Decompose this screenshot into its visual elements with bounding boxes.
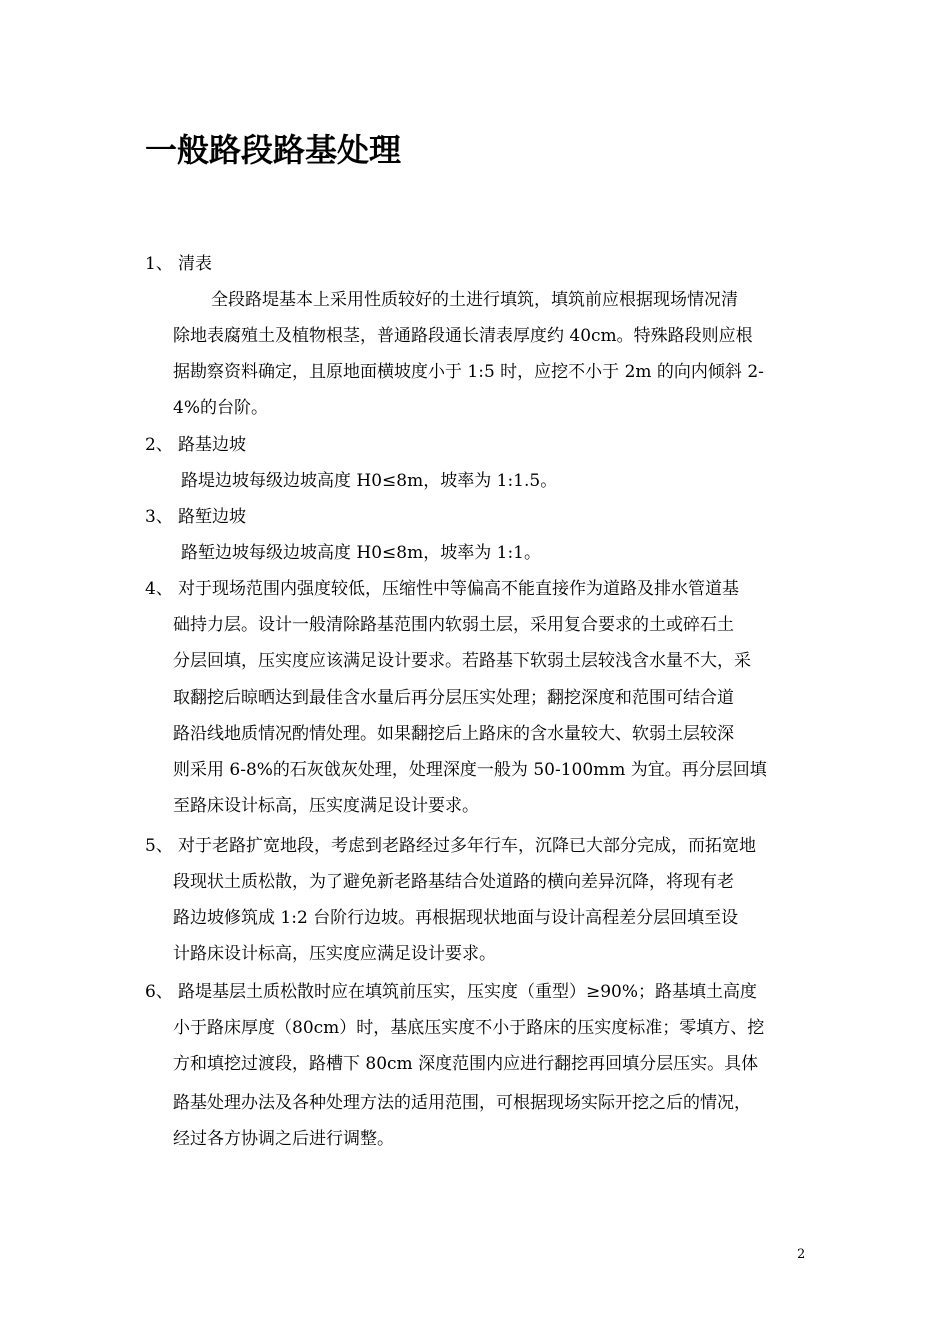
- section-heading: 清表: [178, 254, 212, 274]
- paragraph-line: 除地表腐殖土及植物根茎，普通路段通长清表厚度约 40cm。特殊路段则应根: [173, 326, 753, 346]
- section-number: 2、: [145, 435, 173, 455]
- section-number: 1、: [145, 254, 173, 274]
- section-number: 5、: [145, 836, 173, 856]
- paragraph-line: 取翻挖后晾晒达到最佳含水量后再分层压实处理；翻挖深度和范围可结合道: [173, 688, 734, 708]
- section-heading: 对于老路扩宽地段，考虑到老路经过多年行车，沉降已大部分完成，而拓宽地: [178, 836, 756, 856]
- section-number: 6、: [145, 982, 173, 1002]
- paragraph-line: 分层回填，压实度应该满足设计要求。若路基下软弱土层较浅含水量不大，采: [173, 651, 751, 671]
- paragraph-line: 全段路堤基本上采用性质较好的土进行填筑，填筑前应根据现场情况清: [211, 290, 738, 310]
- paragraph-line: 计路床设计标高，压实度应满足设计要求。: [173, 944, 496, 964]
- paragraph-line: 小于路床厚度（80cm）时，基底压实度不小于路床的压实度标准；零填方、挖: [173, 1018, 765, 1038]
- paragraph-line: 础持力层。设计一般清除路基范围内软弱土层，采用复合要求的土或碎石土: [173, 615, 734, 635]
- paragraph-line: 路基处理办法及各种处理方法的适用范围，可根据现场实际开挖之后的情况，: [173, 1093, 751, 1113]
- paragraph-line: 段现状土质松散，为了避免新老路基结合处道路的横向差异沉降，将现有老: [173, 872, 734, 892]
- paragraph-line: 路堑边坡每级边坡高度 H0≤8m，坡率为 1:1。: [181, 543, 541, 563]
- paragraph-line: 据勘察资料确定，且原地面横坡度小于 1:5 时，应挖不小于 2m 的向内倾斜 2-: [173, 362, 764, 382]
- paragraph-line: 方和填挖过渡段，路槽下 80cm 深度范围内应进行翻挖再回填分层压实。具体: [173, 1054, 759, 1074]
- section-heading: 路堑边坡: [178, 507, 246, 527]
- page-title: 一般路段路基处理: [145, 131, 402, 169]
- section-heading: 路堤基层土质松散时应在填筑前压实，压实度（重型）≥90%；路基填土高度: [178, 982, 758, 1002]
- paragraph-line: 经过各方协调之后进行调整。: [173, 1129, 394, 1149]
- paragraph-line: 4%的台阶。: [173, 398, 268, 418]
- paragraph-line: 则采用 6-8%的石灰戗灰处理，处理深度一般为 50-100mm 为宜。再分层回填: [173, 760, 767, 780]
- paragraph-line: 路堤边坡每级边坡高度 H0≤8m，坡率为 1:1.5。: [181, 471, 558, 491]
- section-heading: 对于现场范围内强度较低，压缩性中等偏高不能直接作为道路及排水管道基: [178, 579, 739, 599]
- section-number: 3、: [145, 507, 173, 527]
- paragraph-line: 至路床设计标高，压实度满足设计要求。: [173, 796, 479, 816]
- section-heading: 路基边坡: [178, 435, 246, 455]
- page-number: 2: [797, 1247, 806, 1262]
- paragraph-line: 路边坡修筑成 1:2 台阶行边坡。再根据现状地面与设计高程差分层回填至设: [173, 908, 739, 928]
- section-number: 4、: [145, 579, 173, 599]
- paragraph-line: 路沿线地质情况酌情处理。如果翻挖后上路床的含水量较大、软弱土层较深: [173, 724, 734, 744]
